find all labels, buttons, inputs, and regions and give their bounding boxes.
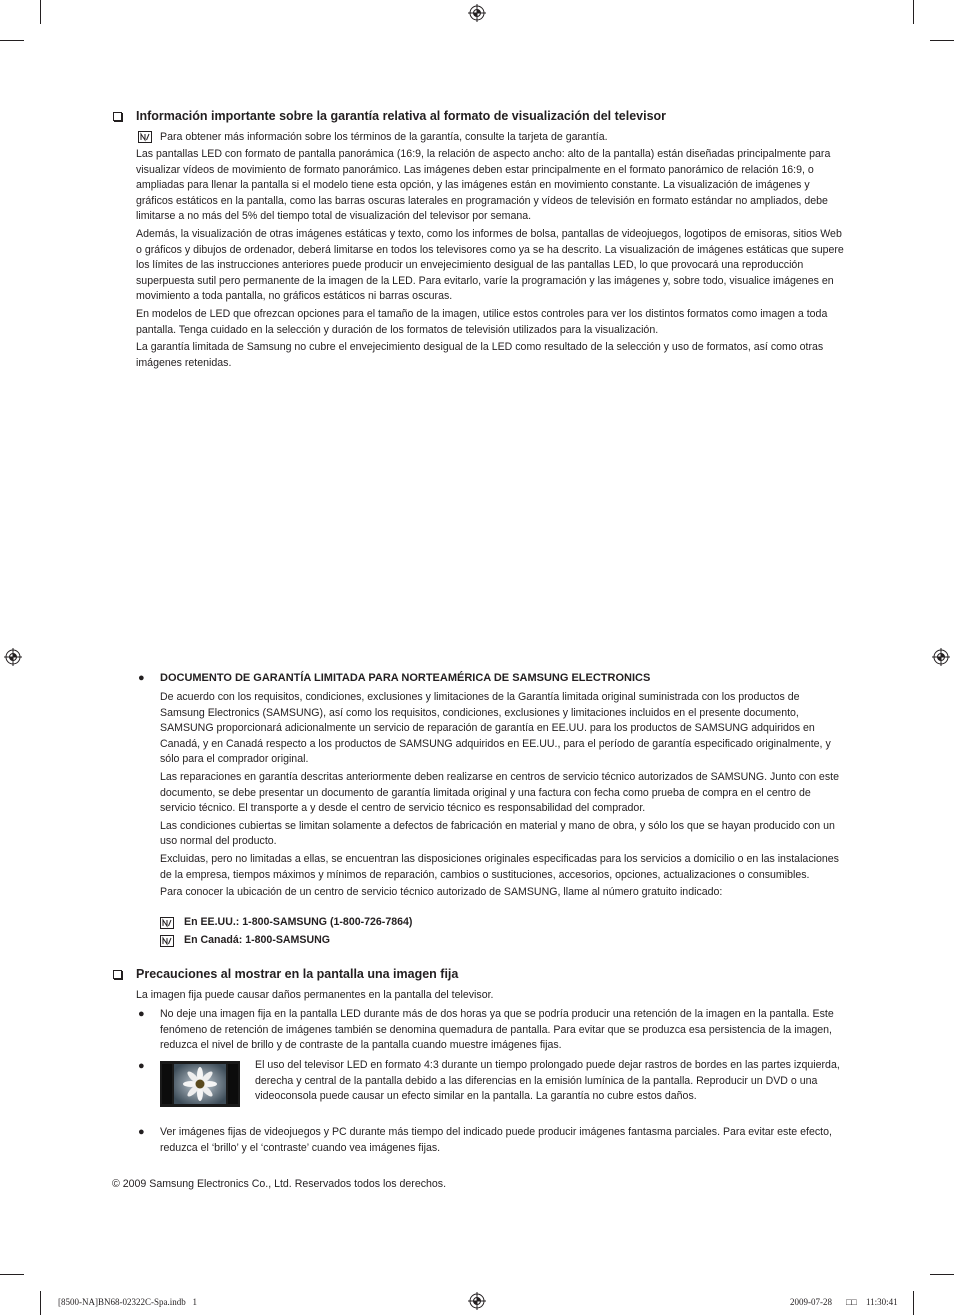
- registration-mark-icon: [468, 4, 486, 22]
- phone-us: En EE.UU.: 1-800-SAMSUNG (1-800-726-7864): [184, 916, 413, 928]
- paragraph: La garantía limitada de Samsung no cubre el envejecimiento desigual de la LED como resultado de la selección y uso de formatos, así como otras imágenes retenidas.: [136, 341, 824, 369]
- bullet-icon: ●: [138, 1126, 145, 1138]
- copyright: © 2009 Samsung Electronics Co., Ltd. Reservados todos los derechos.: [112, 1178, 447, 1190]
- bullet-text: Ver imágenes fijas de videojuegos y PC durante más tiempo del indicado puede producir imágenes fantasma parciales. Para evitar este efecto, reduzca el ‘brillo’ y el ‘contraste’ cuando vea imágenes fijas.: [160, 1126, 832, 1154]
- crop-mark: [930, 40, 954, 41]
- note-icon: [138, 131, 152, 143]
- checkbox-icon: [113, 112, 122, 121]
- registration-mark-icon: [932, 648, 950, 666]
- crop-mark: [930, 1274, 954, 1275]
- section-title-north-america-warranty: DOCUMENTO DE GARANTÍA LIMITADA PARA NORTEAMÉRICA DE SAMSUNG ELECTRONICS: [160, 672, 651, 684]
- slug-time: 11:30:41: [866, 1297, 898, 1307]
- paragraph: Para conocer la ubicación de un centro de servicio técnico autorizado de SAMSUNG, llame al número gratuito indicado:: [160, 886, 723, 899]
- bullet-icon: ●: [138, 672, 145, 684]
- paragraph: Las reparaciones en garantía descritas anteriormente deben realizarse en centros de servicio técnico autorizados de SAMSUNG. Junto con este documento, se debe presentar un documento de garantía limitada original y una factura con fecha como prueba de compra en el centro de servicio técnico. El transporte a y desde el centro de servicio técnico es responsabilidad del comprador.: [160, 770, 839, 815]
- registration-mark-icon: [468, 1292, 486, 1310]
- note-icon: [160, 935, 174, 947]
- checkbox-icon: [113, 970, 122, 979]
- note-icon: [160, 917, 174, 929]
- crop-mark: [40, 1291, 41, 1315]
- bullet-icon: ●: [138, 1008, 145, 1020]
- crop-mark: [0, 1274, 24, 1275]
- bullet-text: No deje una imagen fija en la pantalla LED durante más de dos horas ya que se podría producir una retención de la imagen en la pantalla. Este fenómeno de retención de imágenes también se denomina quemadura de pantalla. Para evitar que se produzca esa persistencia de la imagen, reduzca el nivel de brillo y de contraste de la pantalla cuando muestre imágenes fijas.: [160, 1008, 834, 1052]
- section-body-warranty-format: [136, 147, 844, 373]
- registration-mark-icon: [4, 648, 22, 666]
- slug-filename: [8500-NA]BN68-02322C-Spa.indb 1: [58, 1297, 197, 1307]
- tv-4-3-illustration: [160, 1061, 240, 1107]
- paragraph: Las pantallas LED con formato de pantalla panorámica (16:9, la relación de aspecto ancho: alto de la pantalla) están diseñadas principalmente para visualizar vídeos de movimiento de formato panorámico. Las imágenes deben estar principalmente en el formato panorámico de relación 16:9, o ampliadas para llenar la pantalla si el modelo tiene esta opción, y las imágenes están en movimiento constante. La visualización de imágenes y gráficos estáticos en la pantalla, como las barras oscuras laterales en programación y vídeos de televisión en formato estándar no ampliados, debe limitarse a no más del 5% del tiempo total de visualización del televisor por semana.: [136, 148, 831, 223]
- slug-glyphs: □□: [846, 1297, 857, 1307]
- section-body-north-america-warranty: [160, 690, 844, 903]
- section-intro: La imagen fija puede causar daños permanentes en la pantalla del televisor.: [136, 989, 494, 1001]
- section-title-still-image: Precauciones al mostrar en la pantalla una imagen fija: [136, 967, 459, 981]
- crop-mark: [0, 40, 24, 41]
- crop-mark: [40, 0, 41, 24]
- paragraph: Además, la visualización de otras imágenes estáticas y texto, como los informes de bolsa, pantallas de videojuegos, logotipos de emisoras, sitios Web o gráficos y dibujos de ordenador, deberá limitarse en todos los televisores como ya se ha descrito. La visualización de imágenes estáticas que supere los límites de las instrucciones anteriores puede producir un envejecimiento desigual de las pantallas LED, lo que provocará una reproducción superpuesta sutil pero permanente de la imagen de la LED. Para evitarlo, varíe la programación y las imágenes y, sobre todo, visualice imágenes en movimiento a toda pantalla, no gráficos estáticos ni barras oscuras.: [136, 227, 844, 303]
- paragraph: Excluidas, pero no limitadas a ellas, se encuentran las disposiciones originales especificadas para los servicios a domicilio o en las instalaciones de la empresa, tiempos máximos y mínimos de reparación, cambios o sustituciones, accesorios, opciones, actualizaciones o consumibles.: [160, 852, 839, 881]
- section-title-warranty-format: Información importante sobre la garantía relativa al formato de visualización del televisor: [136, 109, 667, 123]
- phone-canada: En Canadá: 1-800-SAMSUNG: [184, 934, 330, 946]
- bullet-icon: ●: [138, 1060, 145, 1072]
- crop-mark: [913, 0, 914, 24]
- crop-mark: [913, 1291, 914, 1315]
- paragraph: Las condiciones cubiertas se limitan solamente a defectos de fabricación en material y mano de obra, y sólo los que se hayan producido con un uso normal del producto.: [160, 819, 835, 848]
- paragraph: De acuerdo con los requisitos, condiciones, exclusiones y limitaciones de la Garantía limitada original suministrada con los productos de Samsung Electronics (SAMSUNG), así como los requisitos, condiciones, exclusiones y limitaciones incluidos en el presente documento, SAMSUNG proporcionará adicionalmente un servicio de reparación de garantía en EE.UU. para los productos de SAMSUNG adquiridos en Canadá, y en Canadá respecto a los productos de SAMSUNG adquiridos en EE.UU., para el período de garantía especificado originalmente, y sólo para el comprador original.: [160, 691, 831, 766]
- paragraph: En modelos de LED que ofrezcan opciones para el tamaño de la imagen, utilice estos controles para ver los distintos formatos como imagen a toda pantalla. Tenga cuidado en la selección y duración de los formatos de televisión utilizados para la visualización.: [136, 307, 828, 336]
- bullet-text: El uso del televisor LED en formato 4:3 durante un tiempo prolongado puede dejar rastros de bordes en las partes izquierda, derecha y central de la pantalla debido a las diferencias en la emisión lumínica de la pantalla. Reproducir un DVD o una videoconsola puede causar un efecto similar en la pantalla. La garantía no cubre estos daños.: [255, 1059, 840, 1103]
- note-text: Para obtener más información sobre los términos de la garantía, consulte la tarjeta de garantía.: [160, 131, 608, 143]
- slug-date: 2009-07-28: [790, 1297, 832, 1307]
